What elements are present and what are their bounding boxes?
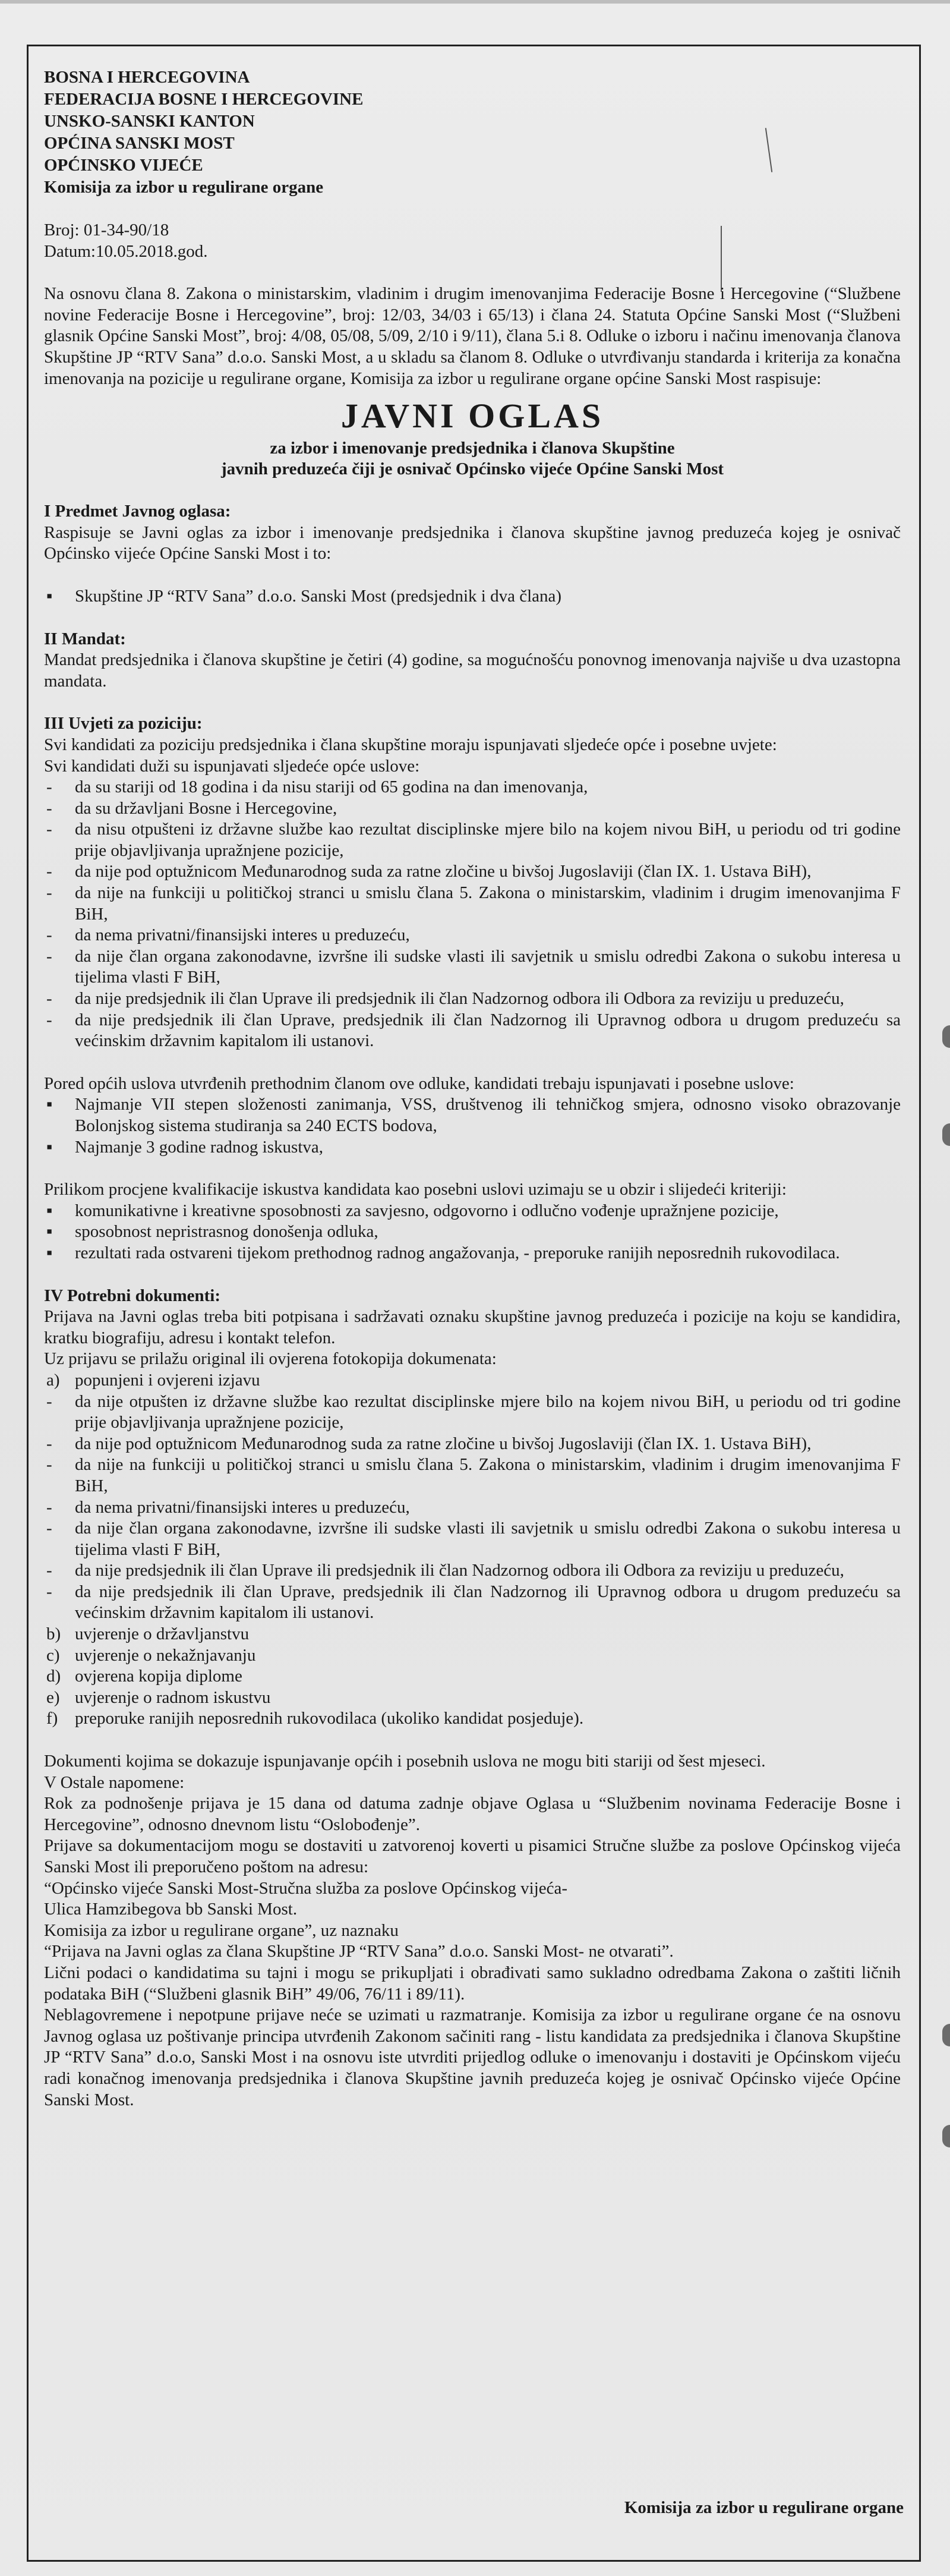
address-line: Ulica Hamzibegova bb Sanski Most. — [44, 1900, 298, 1919]
section-text: Prijave sa dokumentacijom mogu se dostaviti u zatvorenoj koverti u pisamici Stručne službe za poslove Općinskog vijeća Sanski Most ili preporučeno poštom na adresu: — [44, 1836, 901, 1876]
section-text: Svi kandidati duži su ispunjavati sljedeće opće uslove: — [44, 756, 420, 776]
list-item: - da nije član organa zakonodavne, izvršne ili sudske vlasti ili savjetnik u smislu odredbi Zakona o sukobu interesa u tijelima vlasti F BiH, — [46, 946, 901, 987]
header-line: BOSNA I HERCEGOVINA — [44, 68, 250, 87]
section-text: Mandat predsjednika i članova skupštine je četiri (4) godine, sa mogućnošću ponovnog imenovanja najviše u dva uzastopna mandata. — [44, 650, 901, 691]
section-heading: III Uvjeti za poziciju: — [44, 714, 203, 733]
notice-subtitle: za izbor i imenovanje predsjednika i članova Skupštine — [270, 439, 675, 458]
header-line: FEDERACIJA BOSNE I HERCEGOVINE — [44, 90, 364, 109]
list-item: - da nije na funkciji u političkoj stranci u smislu člana 5. Zakona o ministarskim, vladinim i drugim imenovanjima F BiH, — [46, 1455, 901, 1495]
section-text: Neblagovremene i nepotpune prijave neće se uzimati u razmatranje. Komisija za izbor u regulirane organe će na osnovu Javnog oglasa uz poštivanje principa utvrđenih Zakonom sačiniti rang - listu kandidata za predsjednika i članova Skupštine JP “RTV Sana” d.o.o, Sanski Most i na osnovu iste utvrditi prijedlog odluke o imenovanju i dostaviti je Općinskom vijeću radi konačnog imenovanja predsjednika i članova Skupštine javnih preduzeća kojeg je osnivač Općinsko vijeće Općine Sanski Most. — [44, 2005, 901, 2109]
section-text: Prilikom procjene kvalifikacije iskustva kandidata kao posebni uslovi uzimaju se u obzir i slijedeći kriteriji: — [44, 1180, 787, 1199]
general-conditions-list — [44, 777, 901, 1052]
section-text: Svi kandidati za poziciju predsjednika i člana skupštine moraju ispunjavati sljedeće opće i posebne uvjete: — [44, 735, 777, 754]
signature-line: Komisija za izbor u regulirane organe — [624, 2498, 904, 2517]
address-line: Komisija za izbor u regulirane organe”, uz naznaku — [44, 1920, 399, 1940]
list-item: - da nije predsjednik ili član Uprave, predsjednik ili član Nadzornog ili Upravnog odbora u drugom preduzeću sa većinskim državnim kapitalom ili ustanovi. — [46, 1010, 901, 1051]
section-heading: II Mandat: — [44, 629, 126, 648]
list-item: - da nije na funkciji u političkoj stranci u smislu člana 5. Zakona o ministarskim, vladinim i drugim imenovanjima F BiH, — [46, 883, 901, 924]
binding-hole — [942, 2024, 950, 2046]
address-line: “Općinsko vijeće Sanski Most-Stručna služba za poslove Općinskog vijeća- — [44, 1878, 568, 1898]
header-line: OPĆINA SANSKI MOST — [44, 134, 235, 153]
section-text: Lični podaci o kandidatima su tajni i mogu se prikupljati i obrađivati samo sukladno odredbama Zakona o zaštiti ličnih podataka BiH (“Službeni glasnik BiH” 49/06, 76/11 i 89/11). — [44, 1963, 901, 2004]
page-top-rule — [0, 0, 950, 4]
list-item: ▪ Najmanje VII stepen složenosti zanimanja, VSS, društvenog ili tehničkog smjera, odnosno visoko obrazovanje Bolonjskog sistema studiranja sa 240 ECTS bodova, — [46, 1095, 901, 1135]
notice-title: JAVNI OGLAS — [340, 396, 604, 436]
section-text: Pored općih uslova utvrđenih prethodnim članom ove odluke, kandidati trebaju ispunjavati i posebne uslove: — [44, 1073, 794, 1093]
section-heading-plain: V Ostale napomene: — [44, 1772, 185, 1792]
list-item: ▪ sposobnost nepristrasnog donošenja odluka, — [46, 1222, 378, 1242]
section-heading: I Predmet Javnog oglasa: — [44, 502, 231, 521]
list-item: - da nema privatni/finansijski interes u preduzeću, — [46, 1497, 410, 1517]
section-heading: IV Potrebni dokumenti: — [44, 1286, 221, 1305]
list-item: - da su državljani Bosne i Hercegovine, — [46, 798, 337, 818]
list-item: - da nije pod optužnicom Međunarodnog suda za ratne zločine u bivšoj Jugoslaviji (član IX. 1. Ustava BiH), — [46, 1434, 812, 1453]
lettered-item: a) popunjeni i ovjereni izjavu — [46, 1370, 260, 1390]
envelope-label: “Prijava na Javni oglas za člana Skupštine JP “RTV Sana” d.o.o. Sanski Most- ne otvarati”. — [44, 1942, 674, 1961]
header-line: Komisija za izbor u regulirane organe — [44, 178, 324, 197]
lettered-item: e) uvjerenje o radnom iskustvu — [46, 1687, 271, 1707]
section-text: Prijava na Javni oglas treba biti potpisana i sadržavati oznaku skupštine javnog preduzeća i pozicije na koju se kandidira, kratku biografiju, adresu i kontakt telefon. — [44, 1307, 901, 1347]
list-item: ▪ rezultati rada ostvareni tijekom prethodnog radnog angažovanja, - preporuke ranijih neposrednih rukovodilaca. — [46, 1243, 840, 1262]
list-item: - da nisu otpušteni iz državne službe kao rezultat disciplinske mjere bilo na kojem nivou BiH, u periodu od tri godine prije objavljivanja upražnjene pozicije, — [46, 820, 901, 860]
lettered-item: d) ovjerena kopija diplome — [46, 1667, 242, 1686]
documents-validity-note: Dokumenti kojima se dokazuje ispunjavanje općih i posebnih uslova ne mogu biti stariji od šest mjeseci. — [44, 1752, 766, 1771]
list-item: - da nije član organa zakonodavne, izvršne ili sudske vlasti ili savjetnik u smislu odredbi Zakona o sukobu interesa u tijelima vlasti F BiH, — [46, 1519, 901, 1559]
lettered-item: f) preporuke ranijih neposrednih rukovodilaca (ukoliko kandidat posjeduje). — [46, 1709, 584, 1728]
notice-content — [44, 67, 901, 2111]
issuer-header — [44, 67, 901, 199]
binding-hole — [942, 1123, 950, 1146]
list-item: - da su stariji od 18 godina i da nisu stariji od 65 godina na dan imenovanja, — [46, 777, 588, 797]
section-text: Rok za podnošenje prijava je 15 dana od datuma zadnje objave Oglasa u “Službenim novinama Federacije Bosne i Hercegovine”, odnosno dnevnom listu “Oslobođenje”. — [44, 1794, 901, 1834]
reference-number: Broj: 01-34-90/18 — [44, 221, 169, 240]
binding-hole — [942, 2125, 950, 2147]
header-line: UNSKO-SANSKI KANTON — [44, 112, 255, 131]
list-item: ▪ Najmanje 3 godine radnog iskustva, — [46, 1137, 323, 1157]
list-item: - da nema privatni/finansijski interes u preduzeću, — [46, 925, 410, 945]
notice-subtitle: javnih preduzeća čiji je osnivač Općinsko vijeće Općine Sanski Most — [220, 459, 724, 479]
section-text: Raspisuje se Javni oglas za izbor i imenovanje predsjednika i članova skupštine javnog preduzeća kojeg je osnivač Općinsko vijeće Općine Sanski Most i to: — [44, 522, 901, 563]
bullet-item: ▪ Skupštine JP “RTV Sana” d.o.o. Sanski Most (predsjednik i dva člana) — [46, 586, 562, 606]
header-line: OPĆINSKO VIJEĆE — [44, 156, 203, 175]
list-item: ▪ komunikativne i kreativne sposobnosti za savjesno, odgovorno i odlučno vođenje upražnjene pozicije, — [46, 1201, 779, 1220]
lettered-item: c) uvjerenje o nekažnjavanju — [46, 1645, 256, 1665]
document-date: Datum:10.05.2018.god. — [44, 241, 208, 261]
list-item: - da nije predsjednik ili član Uprave, predsjednik ili član Nadzornog ili Upravnog odbora u drugom preduzeću sa većinskim državnim kapitalom ili ustanovi. — [46, 1582, 901, 1623]
lettered-item: b) uvjerenje o državljanstvu — [46, 1624, 250, 1644]
list-item: - da nije otpušten iz državne službe kao rezultat disciplinske mjere bilo na kojem nivou BiH, u periodu od tri godine prije objavljivanja upražnjene pozicije, — [46, 1391, 901, 1432]
legal-basis-paragraph: Na osnovu člana 8. Zakona o ministarskim, vladinim i drugim imenovanjima Federacije Bosne i Hercegovine (“Službene novine Federacije Bosne i Hercegovine”, broj: 12/03, 34/03 i 65/13) i člana 24. Statuta Općine Sanski Most (“Službeni glasnik Općine Sanski Most”, broj: 4/08, 05/08, 5/09, 2/10 i 9/11), člana 5.i 8. Odluke o izboru i načinu imenovanja članova Skupštine JP “RTV Sana” d.o.o. Sanski Most, a u skladu sa članom 8. Odluke o utvrđivanju standarda i kriterija za konačna imenovanja na pozicije u regulirane organe, Komisija za izbor u regulirane organe općine Sanski Most raspisuje: — [44, 284, 901, 388]
binding-hole — [942, 1025, 950, 1048]
list-item: - da nije predsjednik ili član Uprave ili predsjednik ili član Nadzornog odbora ili Odbora za reviziju u preduzeću, — [46, 989, 844, 1009]
section-text: Uz prijavu se prilažu original ili ovjerena fotokopija dokumenata: — [44, 1349, 497, 1369]
list-item: - da nije pod optužnicom Međunarodnog suda za ratne zločine u bivšoj Jugoslaviji (član IX. 1. Ustava BiH), — [46, 862, 812, 881]
list-item: - da nije predsjednik ili član Uprave ili predsjednik ili član Nadzornog odbora ili Odbora za reviziju u preduzeću, — [46, 1561, 844, 1580]
